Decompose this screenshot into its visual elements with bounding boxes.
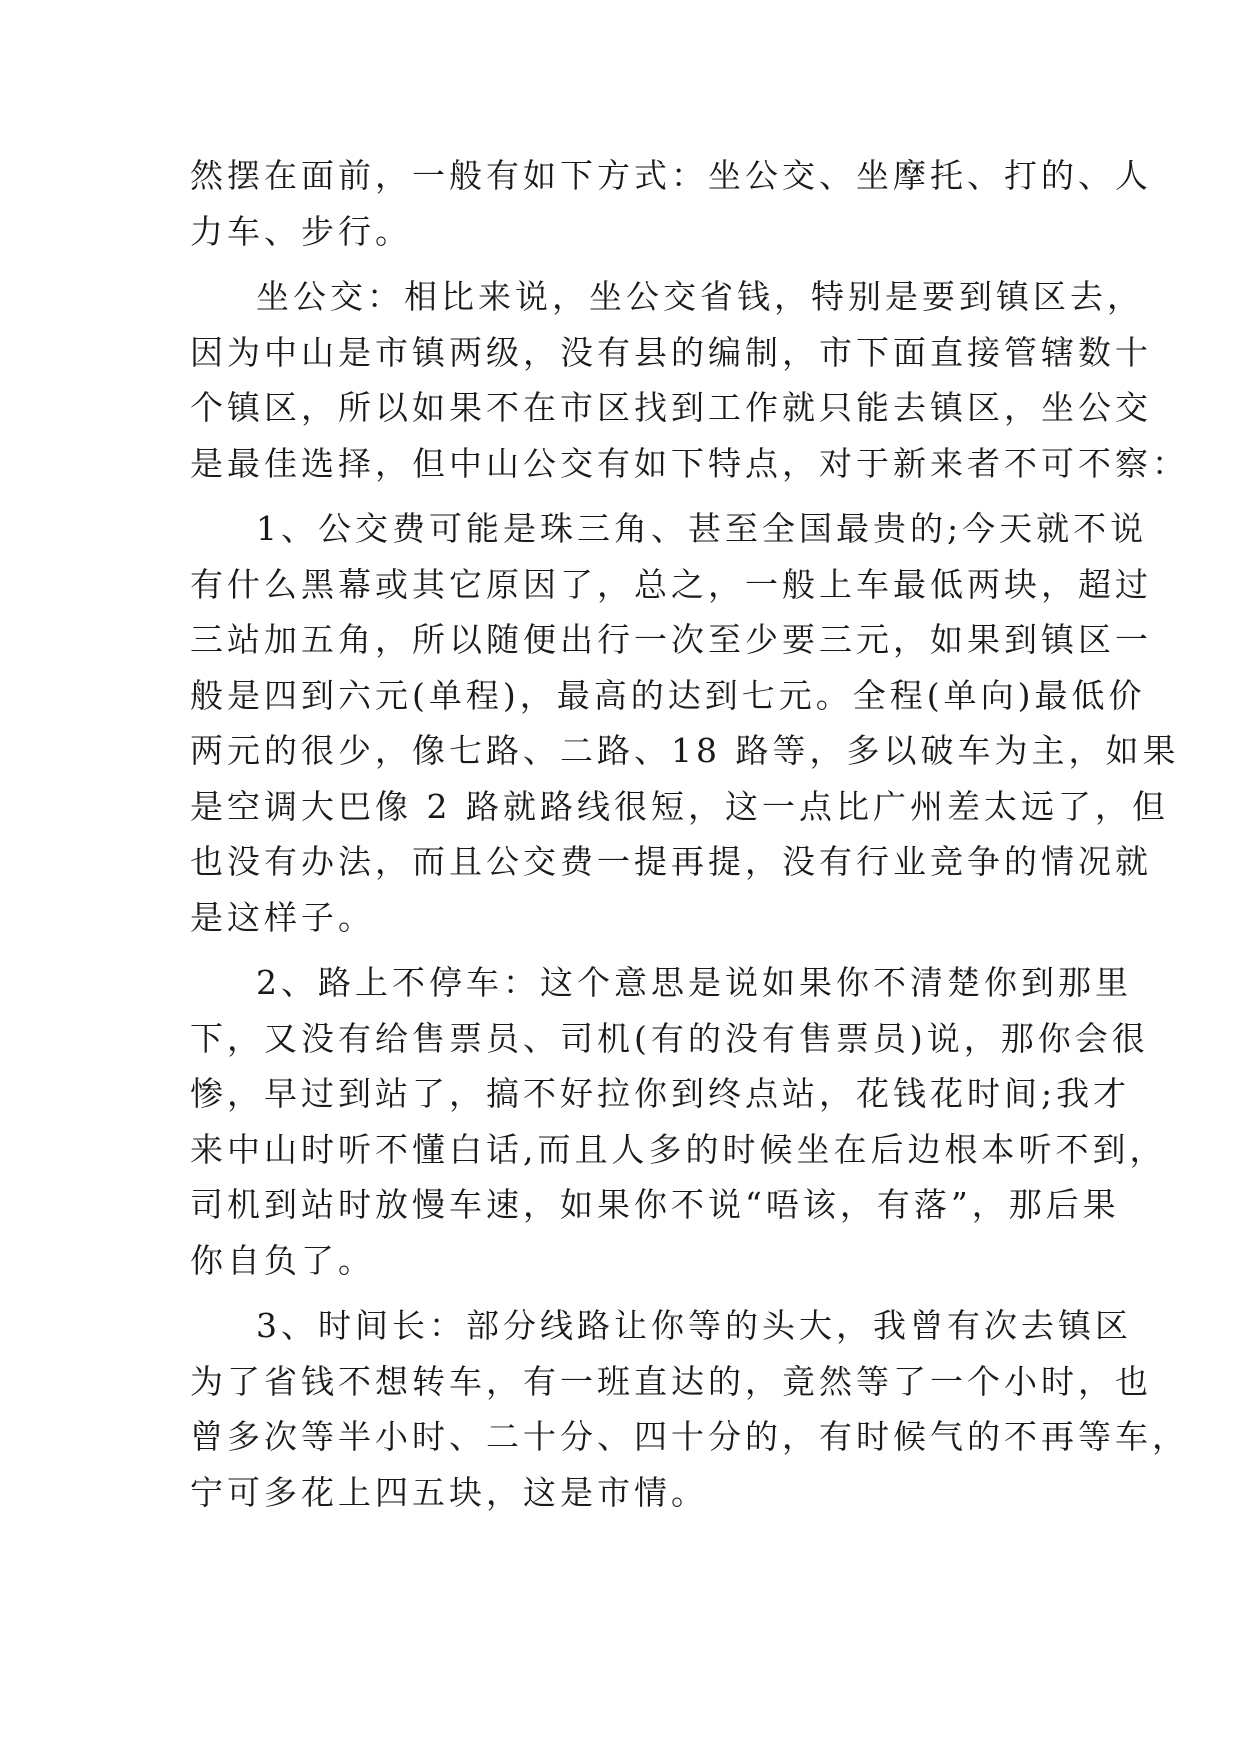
- text-line: 宁可多花上四五块，这是市情。: [190, 1472, 708, 1512]
- text-line: 两元的很少，像七路、二路、18 路等，多以破车为主，如果: [190, 731, 1180, 770]
- text-line: 为了省钱不想转车，有一班直达的，竟然等了一个小时，也: [190, 1361, 1152, 1401]
- paragraph: [190, 1298, 1189, 1520]
- text-line: 司机到站时放慢车速，如果你不说“唔该，有落”，那后果: [190, 1185, 1120, 1224]
- text-line: 曾多次等半小时、二十分、四十分的，有时候气的不再等车，: [190, 1417, 1189, 1456]
- paragraph-gap: [190, 945, 1050, 955]
- text-line: 下，又没有给售票员、司机(有的没有售票员)说，那你会很: [190, 1018, 1149, 1058]
- text-line: 2、路上不停车：这个意思是说如果你不清楚你到那里: [256, 963, 1132, 1002]
- text-line: 有什么黑幕或其它原因了，总之，一般上车最低两块，超过: [190, 564, 1152, 604]
- paragraph: [190, 955, 1167, 1288]
- text-line: 3、时间长：部分线路让你等的头大，我曾有次去镇区: [256, 1306, 1132, 1345]
- document-body: [190, 148, 1189, 1520]
- paragraph: [190, 148, 1152, 259]
- text-line: 因为中山是市镇两级，没有县的编制，市下面直接管辖数十: [190, 332, 1152, 372]
- text-line: 是最佳选择，但中山公交有如下特点，对于新来者不可不察：: [190, 443, 1189, 483]
- text-line: 来中山时听不懂白话,而且人多的时候坐在后边根本听不到，: [190, 1129, 1167, 1169]
- text-line: 力车、步行。: [190, 211, 412, 251]
- text-line: 然摆在面前，一般有如下方式：坐公交、坐摩托、打的、人: [190, 156, 1152, 195]
- paragraph: [190, 501, 1180, 945]
- text-line: 三站加五角，所以随便出行一次至少要三元，如果到镇区一: [190, 620, 1152, 659]
- text-line: 惨，早过到站了，搞不好拉你到终点站，花钱花时间;我才: [190, 1074, 1131, 1113]
- paragraph-gap: [190, 1288, 1050, 1298]
- text-line: 也没有办法，而且公交费一提再提，没有行业竞争的情况就: [190, 842, 1152, 881]
- text-line: 坐公交：相比来说，坐公交省钱，特别是要到镇区去，: [256, 277, 1144, 316]
- text-line: 你自负了。: [190, 1240, 375, 1280]
- text-line: 1、公交费可能是珠三角、甚至全国最贵的;今天就不说: [256, 509, 1148, 548]
- paragraph-gap: [190, 491, 1050, 501]
- text-line: 是这样子。: [190, 897, 375, 937]
- text-line: 是空调大巴像 2 路就路线很短，这一点比广州差太远了，但: [190, 786, 1169, 826]
- text-line: 般是四到六元(单程)，最高的达到七元。全程(单向)最低价: [190, 675, 1146, 715]
- paragraph-gap: [190, 259, 1050, 269]
- text-line: 个镇区，所以如果不在市区找到工作就只能去镇区，坐公交: [190, 388, 1152, 427]
- paragraph: [190, 269, 1189, 491]
